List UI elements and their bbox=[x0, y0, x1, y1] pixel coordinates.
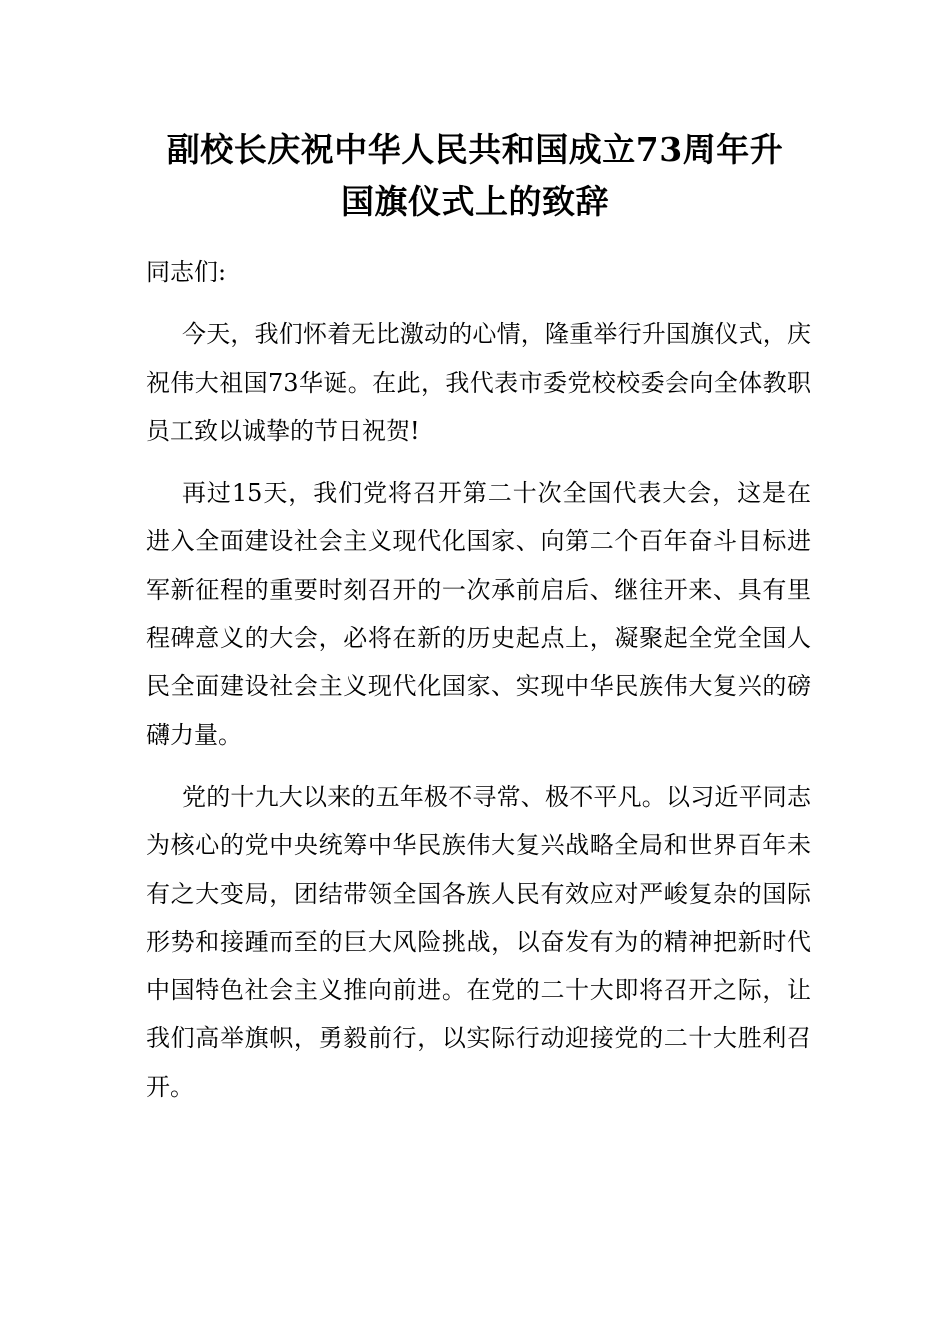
document-body bbox=[146, 248, 811, 1125]
title-line-1: 副校长庆祝中华人民共和国成立73周年升 bbox=[166, 130, 784, 169]
title-line-2: 国旗仪式上的致辞 bbox=[341, 182, 609, 221]
paragraph-1: 今天，我们怀着无比激动的心情，隆重举行升国旗仪式，庆祝伟大祖国73华诞。在此，我代表市委党校校委会向全体教职员工致以诚挚的节日祝贺! bbox=[146, 320, 811, 445]
paragraph-3: 党的十九大以来的五年极不寻常、极不平凡。以习近平同志为核心的党中央统筹中华民族伟大复兴战略全局和世界百年未有之大变局，团结带领全国各族人民有效应对严峻复杂的国际形势和接踵而至的巨大风险挑战，以奋发有为的精神把新时代中国特色社会主义推向前进。在党的二十大即将召开之际，让我们高举旗帜，勇毅前行，以实际行动迎接党的二十大胜利召开。 bbox=[146, 782, 811, 1101]
paragraph-2: 再过15天，我们党将召开第二十次全国代表大会，这是在进入全面建设社会主义现代化国家、向第二个百年奋斗目标进军新征程的重要时刻召开的一次承前启后、继往开来、具有里程碑意义的大会，必将在新的历史起点上，凝聚起全党全国人民全面建设社会主义现代化国家、实现中华民族伟大复兴的磅礴力量。 bbox=[146, 479, 811, 749]
document-title bbox=[120, 124, 830, 228]
greeting: 同志们: bbox=[146, 258, 227, 286]
